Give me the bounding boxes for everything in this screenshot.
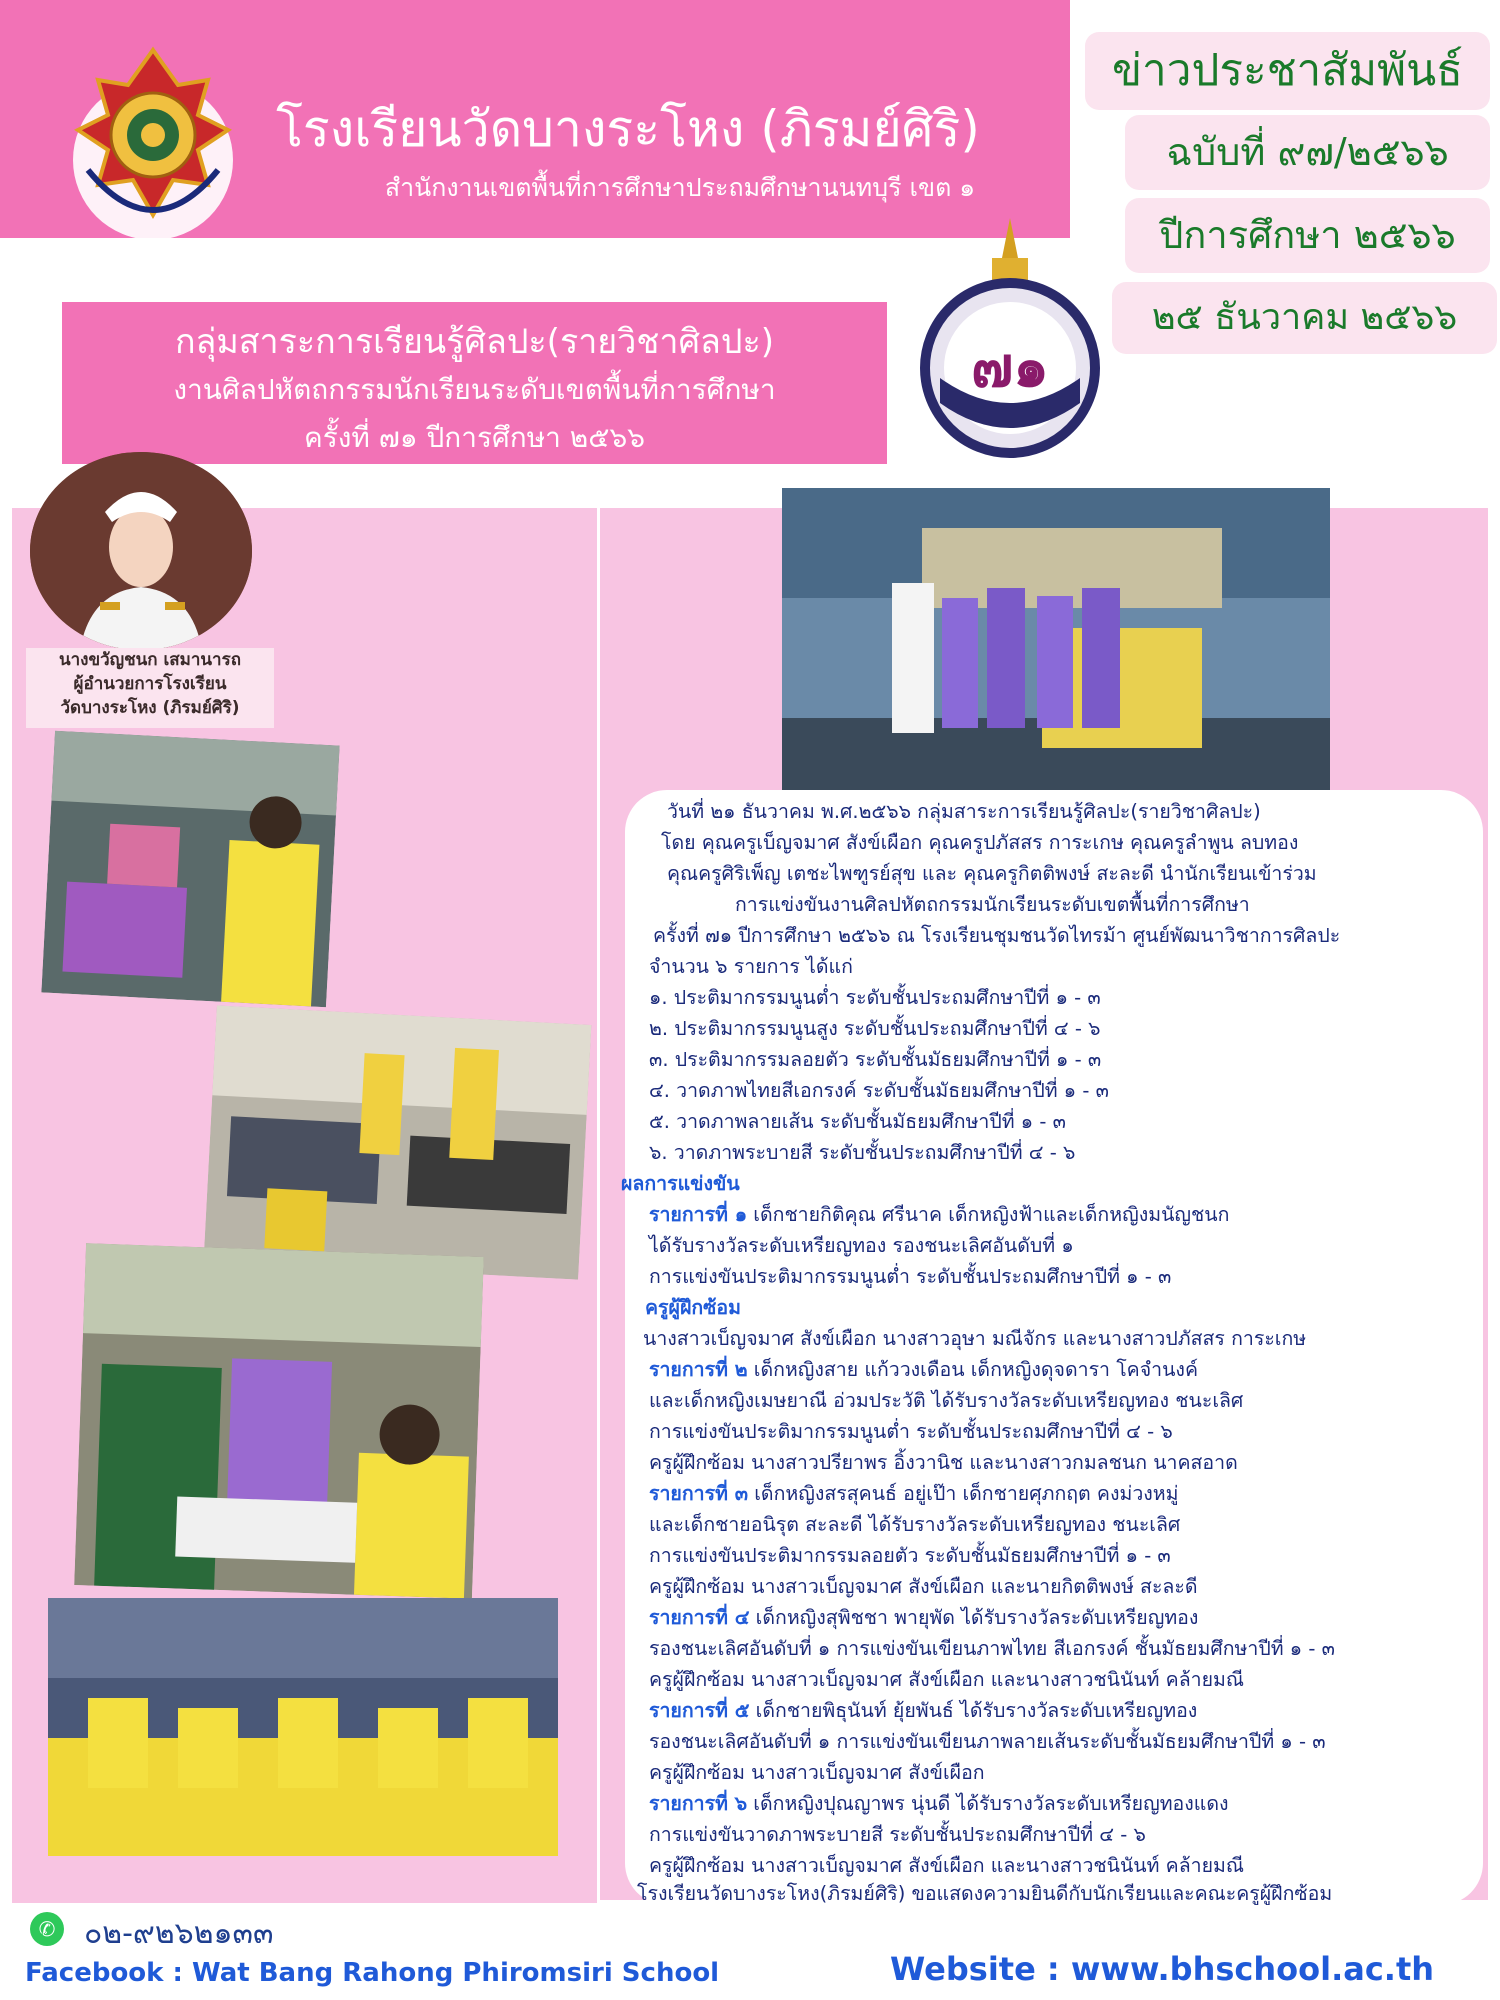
activity-photo-4 xyxy=(48,1598,558,1856)
director-photo xyxy=(30,452,252,650)
body-line: ครั้งที่ ๗๑ ปีการศึกษา ๒๕๖๖ ณ โรงเรียนชุมชนวัดไทรม้า ศูนย์พัฒนาวิชาการศิลปะ xyxy=(653,924,1341,947)
result-line: รายการที่ ๑ เด็กชายกิติคุณ ศรีนาค เด็กหญิงฟ้าและเด็กหญิงมนัญชนก xyxy=(649,1203,1230,1226)
subject-title: กลุ่มสาระการเรียนรู้ศิลปะ(รายวิชาศิลปะ) xyxy=(174,322,775,362)
director-title: ผู้อำนวยการโรงเรียน xyxy=(73,674,227,694)
school-name: โรงเรียนวัดบางระโหง (ภิรมย์ศิริ) xyxy=(276,100,980,158)
results-heading: ผลการแข่งขัน xyxy=(621,1172,740,1195)
facebook-link[interactable]: Facebook : Wat Bang Rahong Phiromsiri School xyxy=(25,1958,720,1988)
result-item-label: รายการที่ ๕ xyxy=(649,1699,750,1722)
body-line: โดย คุณครูเบ็ญจมาศ สังข์เผือก คุณครูปภัสสร การะเกษ คุณครูลำพูน ลบทอง xyxy=(661,831,1299,854)
result-line: ได้รับรางวัลระดับเหรียญทอง รองชนะเลิศอันดับที่ ๑ xyxy=(649,1234,1074,1257)
panel-divider xyxy=(597,508,600,1903)
result-line: ครูผู้ฝึกซ้อม นางสาวเบ็ญจมาศ สังข์เผือก และนางสาวชนินันท์ คล้ายมณี xyxy=(649,1668,1244,1691)
result-item-label: รายการที่ ๓ xyxy=(649,1482,749,1505)
subject-subtitle: งานศิลปหัตถกรรมนักเรียนระดับเขตพื้นที่การศึกษา xyxy=(173,373,776,406)
result-line: ครูผู้ฝึกซ้อม นางสาวเบ็ญจมาศ สังข์เผือก และนางสาวชนินันท์ คล้ายมณี xyxy=(649,1854,1244,1877)
issue-number: ฉบับที่ ๙๗/๒๕๖๖ xyxy=(1125,115,1490,190)
result-line: การแข่งขันประติมากรรมลอยตัว ระดับชั้นมัธยมศึกษาปีที่ ๑ - ๓ xyxy=(649,1544,1171,1567)
congratulation-line: โรงเรียนวัดบางระโหง(ภิรมย์ศิริ) ขอแสดงความยินดีกับนักเรียนและคณะครูผู้ฝึกซ้อม xyxy=(637,1882,1333,1905)
teacher-heading: ครูผู้ฝึกซ้อม xyxy=(645,1296,741,1319)
result-item-label: รายการที่ ๑ xyxy=(649,1203,748,1226)
result-line: ครูผู้ฝึกซ้อม นางสาวเบ็ญจมาศ สังข์เผือก xyxy=(649,1761,985,1784)
academic-year: ปีการศึกษา ๒๕๖๖ xyxy=(1125,198,1490,273)
list-item: ๒. ประติมากรรมนูนสูง ระดับชั้นประถมศึกษาปีที่ ๔ - ๖ xyxy=(649,1017,1101,1040)
result-line: และเด็กชายอนิรุต สะละดี ได้รับรางวัลระดับเหรียญทอง ชนะเลิศ xyxy=(649,1513,1181,1536)
result-item-label: รายการที่ ๔ xyxy=(649,1606,750,1629)
result-line: นางสาวเบ็ญจมาศ สังข์เผือก นางสาวอุษา มณีจักร และนางสาวปภัสสร การะเกษ xyxy=(643,1327,1307,1350)
list-item: ๔. วาดภาพไทยสีเอกรงค์ ระดับชั้นมัธยมศึกษาปีที่ ๑ - ๓ xyxy=(649,1079,1109,1102)
news-title: ข่าวประชาสัมพันธ์ xyxy=(1085,32,1490,110)
result-line: รายการที่ ๒ เด็กหญิงสาย แก้ววงเดือน เด็กหญิงดุจดารา โคจำนงค์ xyxy=(649,1358,1198,1381)
result-line: และเด็กหญิงเมษยาณี อ่วมประวัติ ได้รับรางวัลระดับเหรียญทอง ชนะเลิศ xyxy=(649,1389,1244,1412)
phone-number[interactable]: ๐๒-๙๒๖๒๑๓๓ xyxy=(84,1916,274,1951)
director-name: นางขวัญชนก เสมานารถ xyxy=(58,650,242,670)
school-logo xyxy=(48,40,258,250)
list-item: ๖. วาดภาพระบายสี ระดับชั้นประถมศึกษาปีที่ ๔ - ๖ xyxy=(649,1141,1076,1164)
result-line: รายการที่ ๔ เด็กหญิงสุพิชชา พายุพัด ได้รับรางวัลระดับเหรียญทอง xyxy=(649,1606,1199,1629)
result-line: ครูผู้ฝึกซ้อม นางสาวเบ็ญจมาศ สังข์เผือก และนายกิตติพงษ์ สะละดี xyxy=(649,1575,1198,1598)
list-item: ๑. ประติมากรรมนูนต่ำ ระดับชั้นประถมศึกษาปีที่ ๑ - ๓ xyxy=(649,986,1101,1009)
result-item-label: รายการที่ ๒ xyxy=(649,1358,748,1381)
news-date: ๒๕ ธันวาคม ๒๕๖๖ xyxy=(1112,282,1497,354)
body-line: คุณครูศิริเพ็ญ เตชะไพฑูรย์สุข และ คุณครูกิตติพงษ์ สะละดี นำนักเรียนเข้าร่วม xyxy=(667,862,1317,885)
activity-photo-1 xyxy=(41,731,339,1008)
group-photo xyxy=(782,488,1330,790)
emblem-number: ๗๑ xyxy=(971,335,1049,400)
result-line: รายการที่ ๕ เด็กชายพิธุนันท์ ยุ้ยพันธ์ ได้รับรางวัลระดับเหรียญทอง xyxy=(649,1699,1198,1722)
activity-photo-2 xyxy=(204,1005,592,1279)
director-caption xyxy=(26,648,274,728)
article-card xyxy=(621,790,1483,1905)
result-line: รายการที่ ๖ เด็กหญิงปุณญาพร นุ่นดี ได้รับรางวัลระดับเหรียญทองแดง xyxy=(649,1792,1229,1815)
list-item: ๓. ประติมากรรมลอยตัว ระดับชั้นมัธยมศึกษาปีที่ ๑ - ๓ xyxy=(649,1048,1102,1071)
event-emblem xyxy=(900,218,1120,458)
activity-photo-3 xyxy=(74,1243,484,1599)
area-office: สำนักงานเขตพื้นที่การศึกษาประถมศึกษานนทบุรี เขต ๑ xyxy=(384,173,976,202)
body-line: จำนวน ๖ รายการ ได้แก่ xyxy=(649,955,853,978)
whatsapp-icon: ✆ xyxy=(30,1912,64,1946)
result-line: ครูผู้ฝึกซ้อม นางสาวปรียาพร อิ้งวานิช และนางสาวกมลชนก นาคสอาด xyxy=(649,1451,1238,1474)
body-line: การแข่งขันงานศิลปหัตถกรรมนักเรียนระดับเขตพื้นที่การศึกษา xyxy=(735,893,1250,916)
subject-edition: ครั้งที่ ๗๑ ปีการศึกษา ๒๕๖๖ xyxy=(303,421,646,454)
website-link[interactable]: Website : www.bhschool.ac.th xyxy=(890,1950,1435,1988)
body-line: วันที่ ๒๑ ธันวาคม พ.ศ.๒๕๖๖ กลุ่มสาระการเรียนรู้ศิลปะ(รายวิชาศิลปะ) xyxy=(667,800,1261,823)
result-line: รายการที่ ๓ เด็กหญิงสรสุคนธ์ อยู่เป๊า เด็กชายศุภกฤต คงม่วงหมู่ xyxy=(649,1482,1179,1505)
result-line: รองชนะเลิศอันดับที่ ๑ การแข่งขันเขียนภาพลายเส้นระดับชั้นมัธยมศึกษาปีที่ ๑ - ๓ xyxy=(649,1730,1326,1753)
result-line: การแข่งขันวาดภาพระบายสี ระดับชั้นประถมศึกษาปีที่ ๔ - ๖ xyxy=(649,1823,1146,1846)
result-line: การแข่งขันประติมากรรมนูนต่ำ ระดับชั้นประถมศึกษาปีที่ ๑ - ๓ xyxy=(649,1265,1172,1288)
result-line: การแข่งขันประติมากรรมนูนต่ำ ระดับชั้นประถมศึกษาปีที่ ๔ - ๖ xyxy=(649,1420,1173,1443)
result-line: รองชนะเลิศอันดับที่ ๑ การแข่งขันเขียนภาพไทย สีเอกรงค์ ชั้นมัธยมศึกษาปีที่ ๑ - ๓ xyxy=(649,1637,1335,1660)
result-item-label: รายการที่ ๖ xyxy=(649,1792,748,1815)
list-item: ๕. วาดภาพลายเส้น ระดับชั้นมัธยมศึกษาปีที่ ๑ - ๓ xyxy=(649,1110,1066,1133)
director-school: วัดบางระโหง (ภิรมย์ศิริ) xyxy=(60,698,240,718)
